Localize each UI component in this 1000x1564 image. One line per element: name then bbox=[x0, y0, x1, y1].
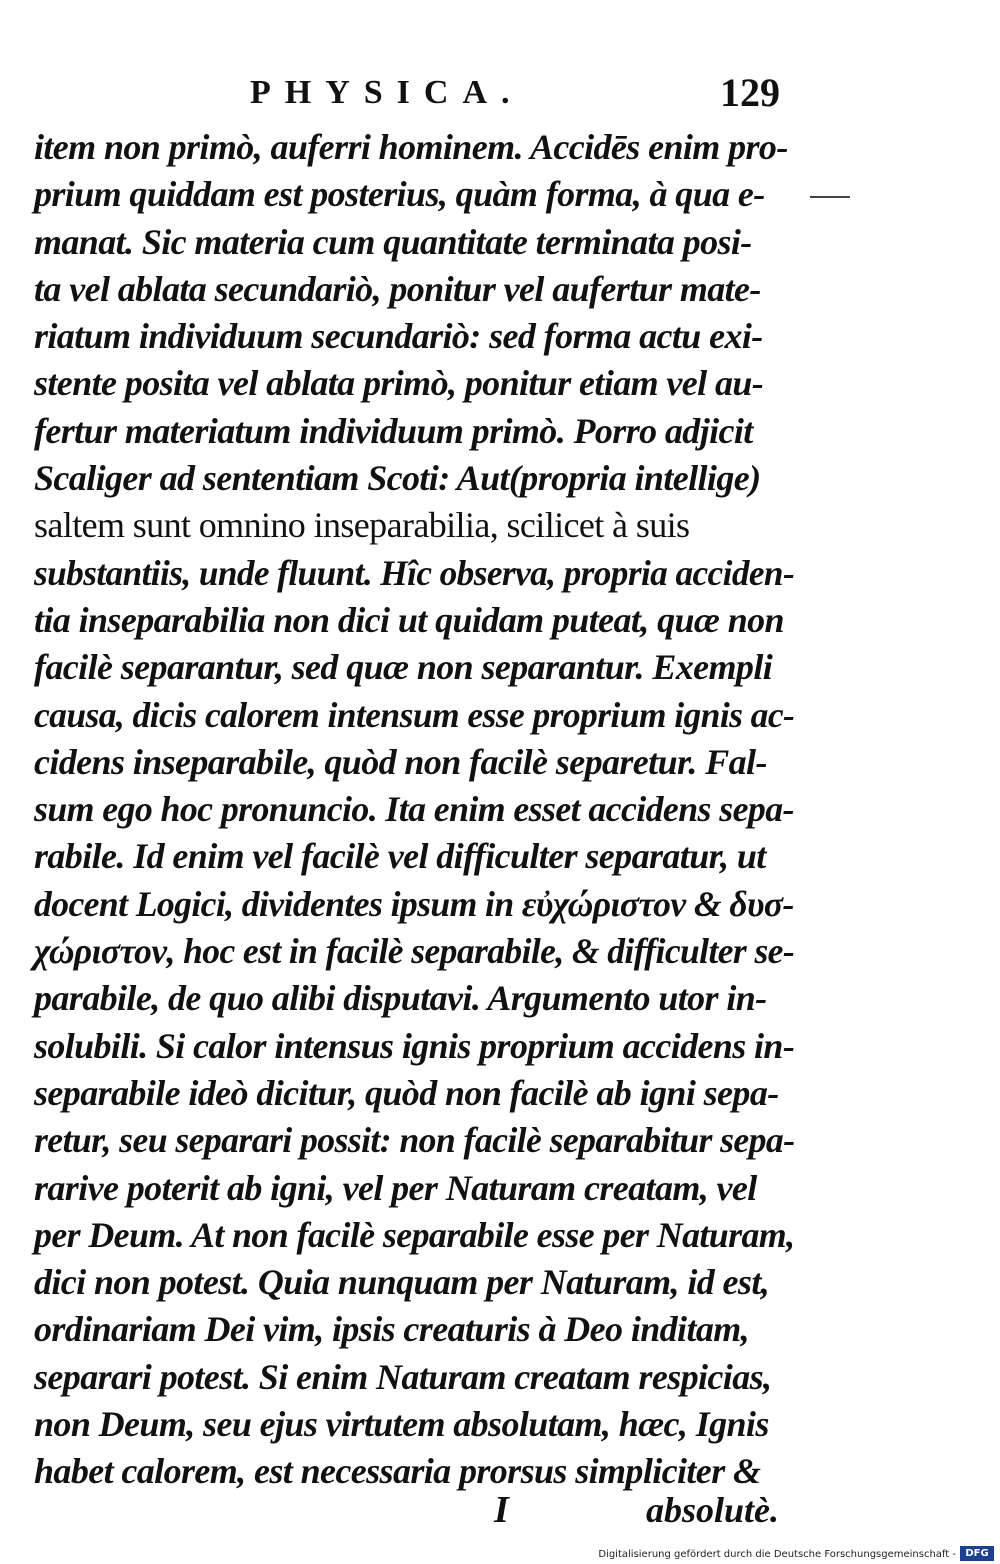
catchword: absolutè. bbox=[646, 1490, 780, 1530]
body-text bbox=[34, 124, 794, 1496]
page-footer bbox=[0, 1488, 1000, 1532]
text-line: causa, dicis calorem intensum esse proprium ignis ac- bbox=[34, 694, 795, 735]
text-line: separari potest. Si enim Naturam creatam respicias, bbox=[34, 1356, 772, 1397]
text-line: Scaliger ad sententiam Scoti: Aut(propria intellige) bbox=[34, 458, 761, 499]
text-line: ordinariam Dei vim, ipsis creaturis à Deo inditam, bbox=[34, 1309, 750, 1350]
text-line: solubili. Si calor intensus ignis proprium accidens in- bbox=[34, 1025, 795, 1066]
text-line: rabile. Id enim vel facilè vel difficulter separatur, ut bbox=[34, 836, 766, 877]
text-line: substantiis, unde fluunt. Hîc observa, propria acciden- bbox=[34, 552, 795, 593]
signature-mark: I bbox=[494, 1489, 509, 1531]
text-line: per Deum. At non facilè separabile esse per Naturam, bbox=[34, 1214, 795, 1255]
running-head: PHYSICA. bbox=[250, 74, 524, 111]
text-line: retur, seu separari possit: non facilè separabitur sepa- bbox=[34, 1120, 795, 1161]
text-line: separabile ideò dicitur, quòd non facilè ab igni sepa- bbox=[34, 1072, 779, 1113]
text-line: docent Logici, dividentes ipsum in εὐχώριστον & δυσ- bbox=[34, 883, 794, 924]
text-line: facilè separantur, sed quæ non separantur. Exempli bbox=[34, 647, 773, 688]
text-line: non Deum, seu ejus virtutem absolutam, hæc, Ignis bbox=[34, 1404, 769, 1445]
text-line: habet calorem, est necessaria prorsus simpliciter & bbox=[34, 1451, 761, 1492]
text-line: ta vel ablata secundariò, ponitur vel aufertur mate- bbox=[34, 268, 761, 309]
digitization-credit: Digitalisierung gefördert durch die Deutsche Forschungsgemeinschaft - bbox=[598, 1549, 956, 1560]
text-line: tia inseparabilia non dici ut quidam puteat, quæ non bbox=[34, 599, 784, 640]
text-line: item non primò, auferri hominem. Accidēs enim pro- bbox=[34, 127, 788, 167]
text-line: χώριστον, hoc est in facilè separabile, & difficulter se- bbox=[34, 931, 795, 972]
page-number: 129 bbox=[720, 70, 780, 115]
text-line: rarive poterit ab igni, vel per Naturam creatam, vel bbox=[34, 1167, 757, 1208]
text-line: stente posita vel ablata primò, ponitur etiam vel au- bbox=[34, 363, 764, 404]
text-line: fertur materiatum individuum primò. Porro adjicit bbox=[34, 410, 753, 451]
text-line: prium quiddam est posterius, quàm forma, à qua e- bbox=[34, 174, 765, 215]
text-line: sum ego hoc pronuncio. Ita enim esset accidens sepa- bbox=[34, 789, 794, 830]
text-line: riatum individuum secundariò: sed forma actu exi- bbox=[34, 316, 763, 357]
text-line: parabile, de quo alibi disputavi. Argumento utor in- bbox=[34, 978, 767, 1019]
dfg-logo: DFG bbox=[960, 1546, 994, 1561]
text-line: dici non potest. Quia nunquam per Naturam, id est, bbox=[34, 1262, 770, 1303]
text-line: manat. Sic materia cum quantitate terminata posi- bbox=[34, 221, 752, 262]
margin-mark bbox=[810, 196, 850, 198]
text-line: saltem sunt omnino inseparabilia, scilicet à suis bbox=[34, 505, 690, 546]
text-line: cidens inseparabile, quòd non facilè separetur. Fal- bbox=[34, 741, 767, 782]
page-header bbox=[0, 68, 1000, 118]
